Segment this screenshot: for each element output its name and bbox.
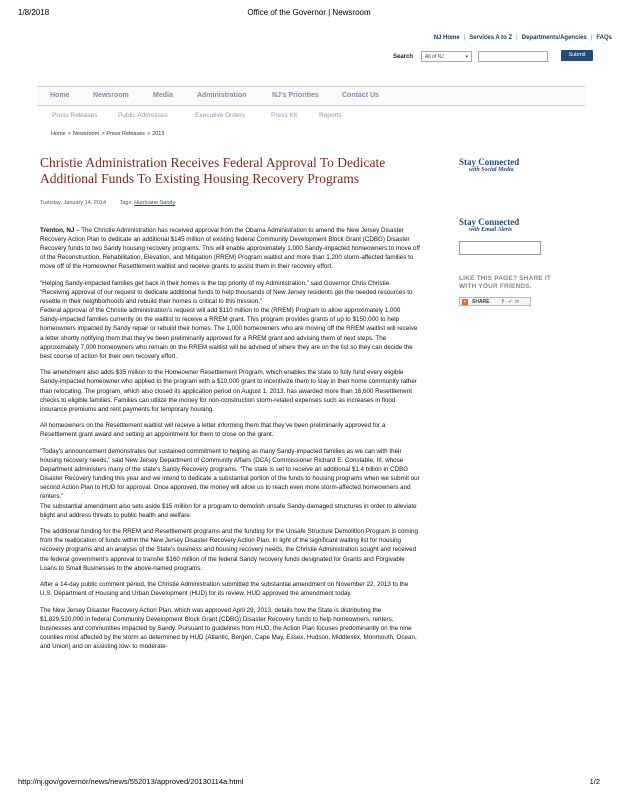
email-alerts-box [459, 217, 599, 255]
breadcrumb-newsroom[interactable]: Newsroom [72, 131, 100, 137]
nav-newsroom[interactable]: Newsroom [93, 92, 129, 99]
share-prompt: LIKE THIS PAGE? SHARE IT WITH YOUR FRIENDS. [459, 275, 552, 290]
article-paragraph: Trenton, NJ – The Christie Administration has received approval from the Obama Administration to amend the New Jersey Disaster Recovery Action Plan to dedicate an additional $145 million of existing federal Community Development Block Grant (CDBG) Disaster Recovery funds to two Sandy housing recovery programs. This will enable approximately 1,000 Sandy-impacted homeowners to move off of the Reconstruction, Rehabilitation, Elevation, and Mitigation (RREM) Program waitlist and more than 1,200 storm-affected families to move off of the Homeowner Resettlement waitlist and receive grants to assist them in their recovery effort. [40, 227, 420, 271]
chevron-down-icon: ▾ [465, 54, 468, 60]
print-url: http://nj.gov/governor/news/news/552013/approved/20130114a.html [18, 777, 244, 786]
subnav-press-releases[interactable]: Press Releases [52, 112, 98, 119]
share-label: SHARE [472, 299, 490, 305]
article-date: Tuesday, January 14, 2014 [40, 200, 107, 206]
article-paragraph: The amendment also adds $35 million to the Homeowner Resettlement Program, which enables the state to fully fund every eligible Sandy-impacted homeowner who applied to the program with a $10,000 grant to incentivize them to stay in their home community rather than relocating. The program, which also closed its application period on August 1, 2013, has awarded more than 16,600 Resettlement checks to eligible families. Families can utilize the money for non-construction storm-related expenses such as increases in flood insurance premiums and rent payments for temporary housing. [40, 369, 417, 413]
headline-line-2: Additional Funds To Existing Housing Recovery Programs [40, 171, 360, 186]
nav-contact-us[interactable]: Contact Us [342, 92, 379, 99]
subnav-public-addresses[interactable]: Public Addresses [118, 112, 168, 119]
subnav-reports[interactable]: Reports [319, 112, 342, 119]
breadcrumb-home[interactable]: Home [51, 131, 66, 137]
search-label: Search [393, 54, 414, 60]
tags-label: Tags: [119, 200, 133, 206]
nav-priorities[interactable]: NJ's Priorities [272, 92, 319, 99]
search-scope-select[interactable] [421, 51, 472, 62]
facebook-icon[interactable]: f [502, 299, 504, 305]
article-paragraph: The substantial amendment also sets aside $15 million for a program to demolish unsafe Sandy-damaged structures in order to alleviate blight and address threats to public health and welfare. [40, 502, 417, 519]
plus-icon: + [463, 299, 467, 305]
social-subtitle[interactable]: with Social Media [469, 167, 514, 173]
top-links: NJ Home | Services A to Z | Departments/Agencies | FAQs [433, 35, 612, 41]
article-paragraph: Federal approval of the Christie administration’s request will add $110 million to the (RREM) Program to allow approximately 1,000 Sandy-impacted families currently on the waitlist to receive a RREM grant. This program provides grants of up to $150,000 to help homeowners impacted by Sandy repair or rebuild their homes. The 1,000 homeowners who are moving off the RREM waitlist will receive a letter shortly notifying them that they’ve been preliminarily approved for a RREM grant and advising them of next steps. The approximately 7,000 homeowners who remain on the RREM waitlist will be advised of where they are on the list so they can decide the best course of action for their own recovery effort. [40, 307, 418, 360]
print-date: 1/8/2018 [18, 8, 50, 17]
search-submit-button[interactable]: Submit [561, 50, 593, 61]
article-paragraph: After a 14-day public comment period, the Christie Administration submitted the substantial amendment on November 22, 2013 to the U.S. Department of Housing and Urban Development (HUD) for its review. HUD approved the amendment today. [40, 581, 409, 598]
nav-media[interactable]: Media [153, 92, 173, 99]
top-link-faqs[interactable]: FAQs [596, 35, 612, 41]
email-input[interactable] [459, 241, 541, 255]
social-title: Stay Connected [459, 157, 520, 167]
top-link-nj-home[interactable]: NJ Home [433, 35, 460, 41]
search-scope-value: All of NJ [425, 54, 444, 60]
headline-line-1: Christie Administration Receives Federal Approval To Dedicate [40, 155, 386, 170]
article-paragraph: “Today’s announcement demonstrates our sustained commitment to helping as many Sandy-impacted families as we can with their housing recovery needs,” said New Jersey Department of Community Affairs (DCA) Commissioner Richard E. Constable, III, whose Department administers many of the state’s Sandy Recovery programs. “The state is set to receive an additional $1.4 billion in CDBG Disaster Recovery funding this year and we intend to dedicate a substantial portion of the funds to housing programs when we submit our second Action Plan to HUD for approval. Once approved, the money will allow us to reach even more storm-affected homeowners and renters.” [40, 447, 420, 501]
top-link-departments[interactable]: Departments/Agencies [521, 35, 587, 41]
search-input[interactable] [478, 51, 548, 62]
page-number: 1/2 [589, 777, 600, 786]
article-paragraph: The additional funding for the RREM and Resettlement programs and the funding for the Unsafe Structure Demolition Program is coming from the reallocation of funds within the New Jersey Disaster Recovery Action Plan. In light of the significant waiting list for housing recovery programs and an analysis of the State’s business and housing recovery needs, the Christie Administration sought and received the federal government’s approval to transfer $160 million of the federal Sandy recovery funds designated for Grants and Forgivable Loans to Small Businesses to the above-named programs. [40, 528, 418, 572]
email-title: Stay Connected [459, 217, 520, 227]
share-button[interactable] [459, 297, 531, 306]
article-meta [40, 200, 175, 206]
email-icon[interactable]: ✉ [515, 299, 520, 305]
top-link-services[interactable]: Services A to Z [469, 35, 513, 41]
dateline: Trenton, NJ [40, 227, 75, 234]
article-paragraph: The New Jersey Disaster Recovery Action Plan, which was approved April 29, 2013, details how the State is distributing the $1,829,520,000 in federal Community Development Block Grant (CDBG) Disaster Recovery funds to help homeowners, renters, businesses and communities impacted by Sandy. Pursuant to guidelines from HUD, the Action Plan focuses predominantly on the nine counties most affected by the storm as determined by HUD (Atlantic, Bergen, Cape May, Essex, Hudson, Middlesex, Monmouth, Ocean, and Union) and on assisting low- to moderate- [40, 606, 417, 651]
share-box [459, 275, 599, 306]
tag-link[interactable]: Hurricane Sandy [134, 200, 176, 206]
main-nav [37, 86, 585, 106]
nav-home[interactable]: Home [50, 92, 70, 99]
subnav-executive-orders[interactable]: Executive Orders [195, 112, 245, 119]
breadcrumb: Home > Newsroom > Press Releases > 2013 [51, 131, 165, 137]
page-title [40, 155, 420, 187]
social-media-box [459, 157, 599, 173]
nav-administration[interactable]: Administration [197, 92, 247, 99]
article-body [40, 226, 420, 651]
breadcrumb-year[interactable]: 2013 [152, 131, 165, 137]
twitter-icon[interactable]: ✔ [508, 299, 513, 305]
print-title: Office of the Governor | Newsroom [247, 8, 371, 17]
subnav-press-kit[interactable]: Press Kit [271, 112, 298, 119]
sub-nav [37, 112, 585, 123]
article-paragraph: All homeowners on the Resettlement waitlist will receive a letter informing them that they’ve been preliminarily approved for a Resettlement grant award and setting an appointment for them to close on the grant. [40, 422, 386, 439]
email-subtitle[interactable]: with Email Alerts [469, 227, 513, 233]
article-paragraph: “Helping Sandy-impacted families get back in their homes is the top priority of my Administration,” said Governor Chris Christie. “Receiving approval of our request to dedicate additional funds to help thousands of New Jersey residents get the needed resources to resettle in their neighborhoods and rebuild their homes is critical to this mission.” [40, 279, 413, 306]
breadcrumb-press-releases[interactable]: Press Releases [106, 131, 145, 137]
